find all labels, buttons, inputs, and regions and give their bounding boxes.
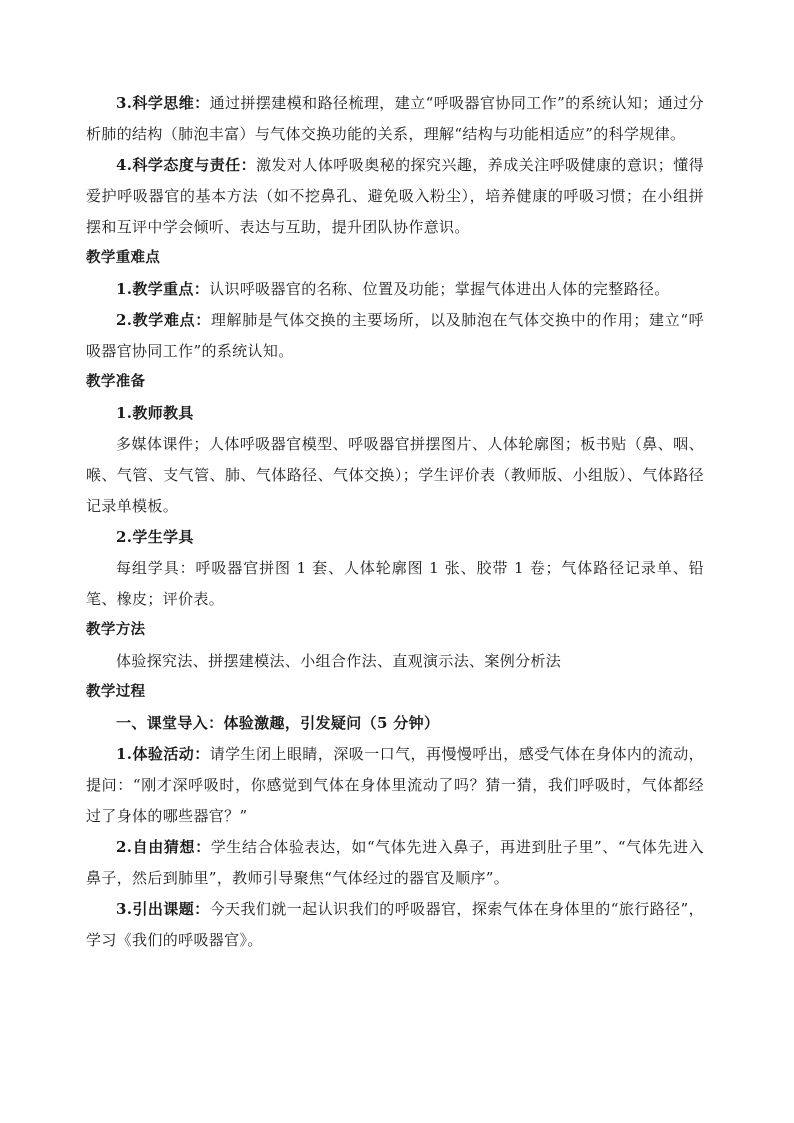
student-materials-title: 2.学生学具 [116, 528, 194, 546]
objective-science-thinking-text: 通过拼摆建模和路径梳理，建立“呼吸器官协同工作”的系统认知；通过分析肺的结构（肺泡丰富）与气体交换功能的关系，理解“结构与功能相适应”的科学规律。 [86, 94, 704, 143]
process-heading: 教学过程 [86, 684, 146, 700]
objective-science-attitude-text: 激发对人体呼吸奥秘的探究兴趣，养成关注呼吸健康的意识；懂得爱护呼吸器官的基本方法（如不挖鼻孔、避免吸入粉尘），培养健康的呼吸习惯；在小组拼摆和互评中学会倾听、表达与互助，提升团队协作意识。 [86, 156, 704, 236]
process-step-experience [86, 739, 704, 832]
process-section1-title: 一、课堂导入：体验激趣，引发疑问（5 分钟） [116, 714, 440, 732]
objective-science-attitude [86, 150, 704, 243]
key-points-heading: 教学重难点 [86, 250, 161, 266]
key-point-focus-text: 认识呼吸器官的名称、位置及功能；掌握气体进出人体的完整路径。 [209, 280, 670, 298]
methods-heading: 教学方法 [86, 622, 146, 638]
process-step-topic-lead: 3.引出课题： [116, 900, 210, 918]
process-step-guess-text: 学生结合体验表达，如“气体先进入鼻子，再进到肚子里”、“气体先进入鼻子，然后到肺里”，教师引导聚焦“气体经过的器官及顺序”。 [86, 838, 704, 887]
objective-science-attitude-lead: 4.科学态度与责任： [116, 156, 257, 174]
process-step-guess-lead: 2.自由猜想： [116, 838, 211, 856]
process-step-guess [86, 832, 704, 894]
key-point-difficulty-text: 理解肺是气体交换的主要场所，以及肺泡在气体交换中的作用；建立“呼吸器官协同工作”的系统认知。 [86, 311, 704, 360]
key-point-difficulty-lead: 2.教学难点： [116, 311, 211, 329]
process-step-topic [86, 894, 704, 956]
key-point-difficulty [86, 305, 704, 367]
objective-science-thinking-lead: 3.科学思维： [116, 94, 210, 112]
document-body [86, 88, 704, 956]
teacher-materials-title: 1.教师教具 [116, 404, 194, 422]
process-step-experience-lead: 1.体验活动： [116, 745, 210, 763]
preparation-heading: 教学准备 [86, 374, 146, 390]
student-materials-text: 每组学具：呼吸器官拼图 1 套、人体轮廓图 1 张、胶带 1 卷；气体路径记录单、铅笔、橡皮；评价表。 [86, 559, 704, 608]
objective-science-thinking [86, 88, 704, 150]
methods-text: 体验探究法、拼摆建模法、小组合作法、直观演示法、案例分析法 [116, 652, 562, 670]
teacher-materials-text: 多媒体课件；人体呼吸器官模型、呼吸器官拼摆图片、人体轮廓图；板书贴（鼻、咽、喉、气管、支气管、肺、气体路径、气体交换）；学生评价表（教师版、小组版）、气体路径记录单模板。 [86, 435, 704, 515]
key-point-focus [86, 274, 704, 305]
process-step-experience-text: 请学生闭上眼睛，深吸一口气，再慢慢呼出，感受气体在身体内的流动，提问：“刚才深呼吸时，你感觉到气体在身体里流动了吗？猜一猜，我们呼吸时，气体都经过了身体的哪些器官？” [86, 745, 704, 825]
process-step-topic-text: 今天我们就一起认识我们的呼吸器官，探索气体在身体里的“旅行路径”，学习《我们的呼吸器官》。 [86, 900, 704, 949]
key-point-focus-lead: 1.教学重点： [116, 280, 210, 298]
